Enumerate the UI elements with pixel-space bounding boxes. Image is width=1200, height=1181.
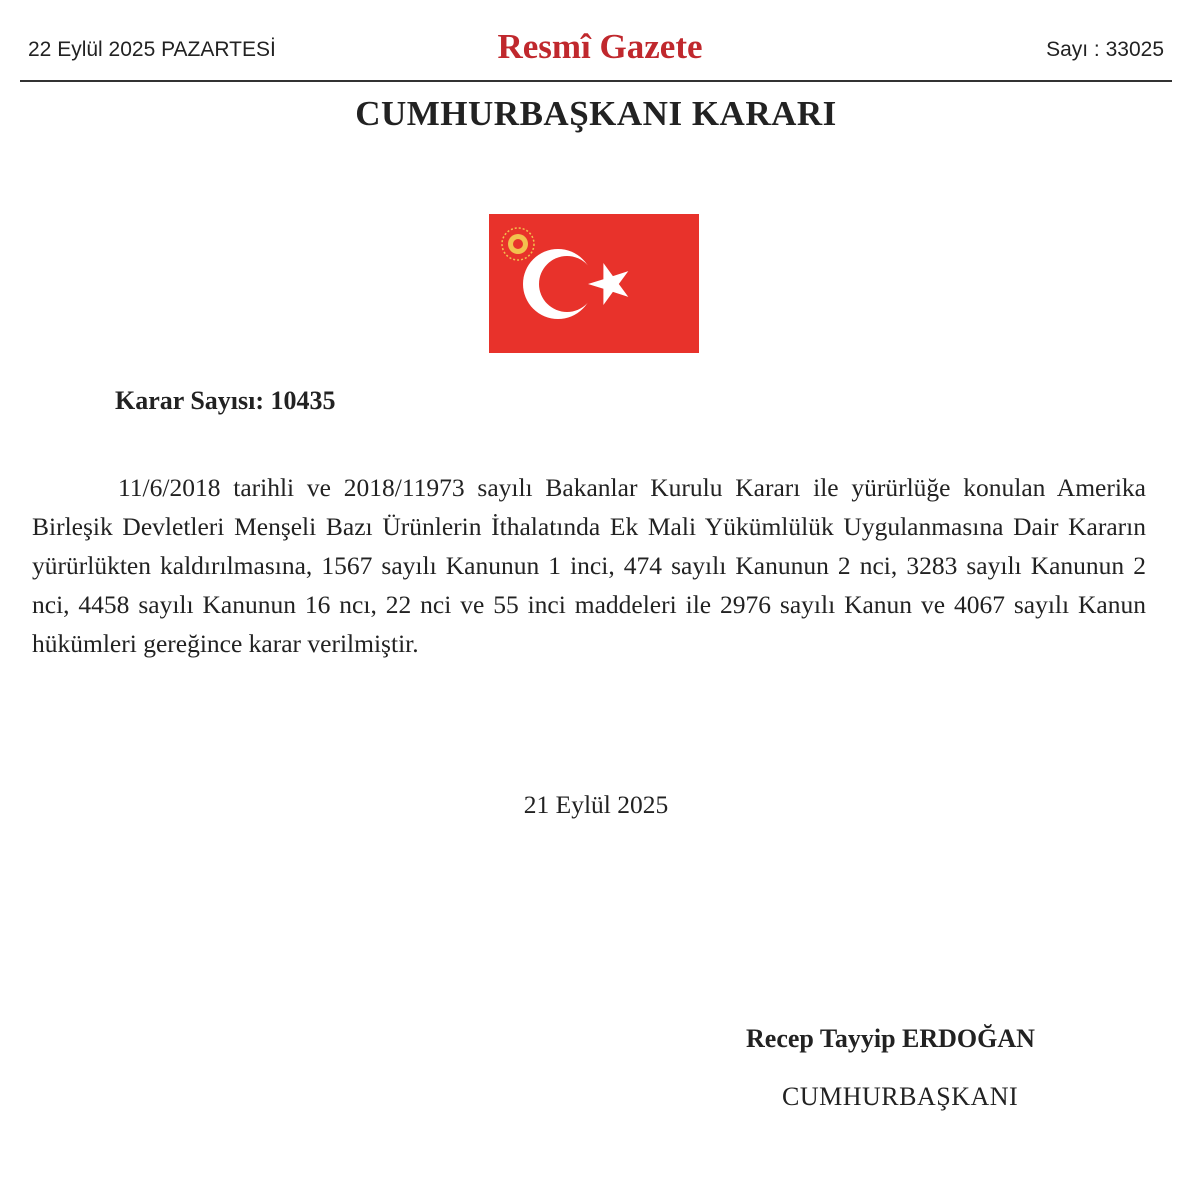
signer-title: CUMHURBAŞKANI: [782, 1082, 1019, 1111]
gazette-title: Resmî Gazete: [497, 27, 703, 66]
gazette-header: [0, 0, 1200, 82]
issue-date: 22 Eylül 2025 PAZARTESİ: [28, 38, 276, 61]
issue-number: Sayı : 33025: [1046, 38, 1164, 61]
header-divider: [20, 80, 1172, 82]
decision-body-text: 11/6/2018 tarihli ve 2018/11973 sayılı Bakanlar Kurulu Kararı ile yürürlüğe konulan Amerika Birleşik Devletleri Menşeli Bazı Ürünlerin İthalatında Ek Mali Yükümlülük Uygulanmasına Dair Kararın yürürlükten kaldırılmasına, 1567 sayılı Kanunun 1 inci, 474 sayılı Kanunun 2 nci, 3283 sayılı Kanunun 2 nci, 4458 sayılı Kanunun 16 ncı, 22 nci ve 55 inci maddeleri ile 2976 sayılı Kanun ve 4067 sayılı Kanun hükümleri gereğince karar verilmiştir.: [32, 473, 1146, 658]
signer-name: Recep Tayyip ERDOĞAN: [746, 1024, 1035, 1053]
turkish-flag-icon: [489, 214, 699, 353]
document-title: CUMHURBAŞKANI KARARI: [355, 94, 837, 133]
decision-number: Karar Sayısı: 10435: [115, 386, 336, 415]
signature-date: 21 Eylül 2025: [523, 790, 669, 819]
